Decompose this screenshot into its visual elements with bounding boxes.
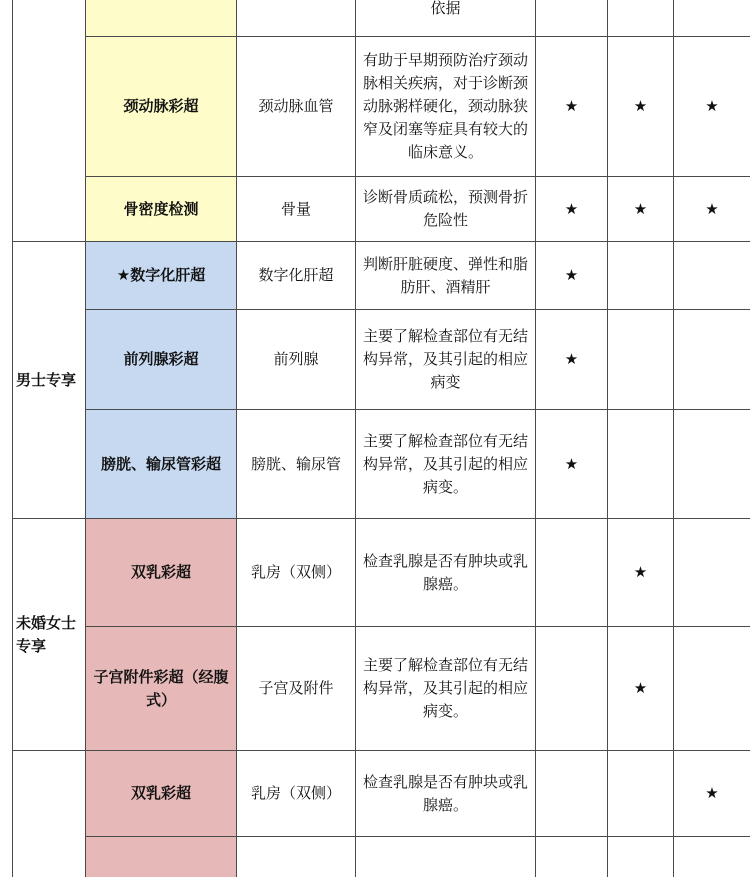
table-row bbox=[13, 242, 750, 310]
package-3-mark bbox=[674, 242, 750, 310]
package-1-mark: ★ bbox=[536, 37, 608, 177]
table-row bbox=[13, 519, 750, 627]
description-cell: 主要了解检查部位有无结构异常，及其引起的相应病变。 bbox=[356, 410, 536, 519]
item-name-cell: 双乳彩超 bbox=[86, 519, 237, 627]
package-1-mark bbox=[536, 627, 608, 751]
package-1-mark: ★ bbox=[536, 177, 608, 242]
description-cell: 有助于早期预防治疗颈动脉相关疾病，对于诊断颈动脉粥样硬化，颈动脉狭窄及闭塞等症具有较大的临床意义。 bbox=[356, 37, 536, 177]
package-3-mark: ★ bbox=[674, 37, 750, 177]
target-cell: 骨量 bbox=[237, 177, 356, 242]
table-row bbox=[13, 0, 750, 37]
package-1-mark: ★ bbox=[536, 410, 608, 519]
description-cell: 诊断骨质疏松，预测骨折危险性 bbox=[356, 177, 536, 242]
package-2-mark bbox=[608, 310, 674, 410]
table-row bbox=[13, 310, 750, 410]
package-3-mark: ★ bbox=[674, 751, 750, 837]
package-1-mark bbox=[536, 751, 608, 837]
target-cell: 颈动脉血管 bbox=[237, 37, 356, 177]
package-2-mark bbox=[608, 410, 674, 519]
target-cell: 乳房（双侧） bbox=[237, 751, 356, 837]
table-row bbox=[13, 37, 750, 177]
package-3-mark bbox=[674, 627, 750, 751]
target-cell: 前列腺 bbox=[237, 310, 356, 410]
description-cell: 检查乳腺是否有肿块或乳腺癌。 bbox=[356, 751, 536, 837]
table-row bbox=[13, 177, 750, 242]
package-3-mark bbox=[674, 519, 750, 627]
package-3-mark bbox=[674, 410, 750, 519]
item-name-cell: 骨密度检测 bbox=[86, 177, 237, 242]
package-2-mark: ★ bbox=[608, 177, 674, 242]
table-row bbox=[13, 751, 750, 837]
item-name-cell: 膀胱、输尿管彩超 bbox=[86, 410, 237, 519]
target-cell: 膀胱、输尿管 bbox=[237, 410, 356, 519]
package-2-mark bbox=[608, 242, 674, 310]
package-2-mark bbox=[608, 0, 674, 37]
item-name-cell: ★数字化肝超 bbox=[86, 242, 237, 310]
package-2-mark: ★ bbox=[608, 519, 674, 627]
category-unmarried-female: 未婚女士专享 bbox=[13, 519, 86, 751]
target-cell: 数字化肝超 bbox=[237, 242, 356, 310]
package-3-mark: ★ bbox=[674, 177, 750, 242]
item-name-cell: 前列腺彩超 bbox=[86, 310, 237, 410]
item-name-cell: 子宫附件彩超（经腹式） bbox=[86, 627, 237, 751]
checkup-items-table bbox=[12, 0, 750, 877]
target-cell bbox=[237, 0, 356, 37]
package-2-mark bbox=[608, 751, 674, 837]
category-cell-continued bbox=[13, 0, 86, 242]
package-3-mark bbox=[674, 310, 750, 410]
table-row bbox=[13, 627, 750, 751]
description-cell: 检查乳腺是否有肿块或乳腺癌。 bbox=[356, 519, 536, 627]
package-1-mark bbox=[536, 519, 608, 627]
target-cell: 子宫及附件 bbox=[237, 627, 356, 751]
description-cell: 主要了解检查部位有无结构异常，及其引起的相应病变。 bbox=[356, 627, 536, 751]
table-row bbox=[13, 410, 750, 519]
target-cell: 乳房（双侧） bbox=[237, 519, 356, 627]
package-1-mark bbox=[536, 0, 608, 37]
description-cell: 主要了解检查部位有无结构异常，及其引起的相应病变 bbox=[356, 310, 536, 410]
category-male: 男士专享 bbox=[13, 242, 86, 519]
package-1-mark: ★ bbox=[536, 310, 608, 410]
item-name-cell bbox=[86, 0, 237, 37]
package-1-mark: ★ bbox=[536, 242, 608, 310]
package-2-mark: ★ bbox=[608, 37, 674, 177]
package-3-mark bbox=[674, 0, 750, 37]
description-cell: 判断肝脏硬度、弹性和脂肪肝、酒精肝 bbox=[356, 242, 536, 310]
category-cell-next bbox=[13, 751, 86, 877]
item-name-cell: 颈动脉彩超 bbox=[86, 37, 237, 177]
description-cell: 依据 bbox=[356, 0, 536, 37]
item-name-cell: 双乳彩超 bbox=[86, 751, 237, 837]
package-2-mark: ★ bbox=[608, 627, 674, 751]
